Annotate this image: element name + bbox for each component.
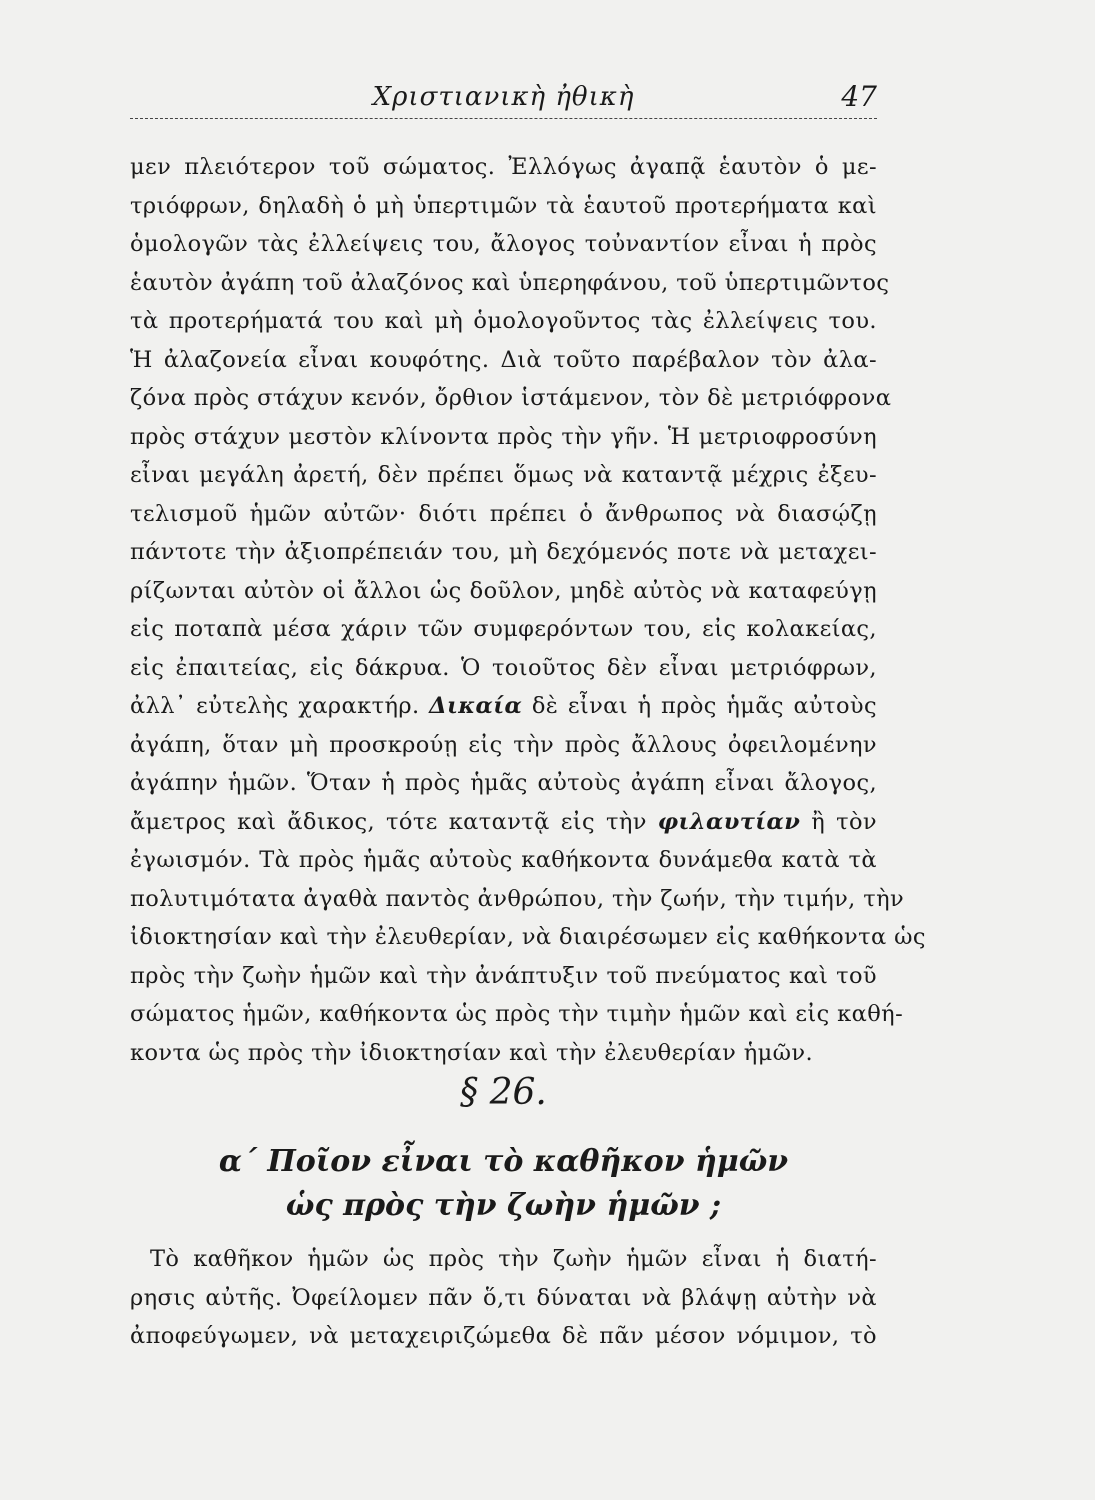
text-line: πρὸς στάχυν μεστὸν κλίνοντα πρὸς τὴν γῆν. Ἡ μετριοφροσύνη <box>130 423 877 450</box>
section-heading <box>130 1140 877 1228</box>
text-line: ἀγάπην ἡμῶν. Ὅταν ἡ πρὸς ἡμᾶς αὐτοὺς ἀγάπη εἶναι ἄλογος, <box>130 770 877 796</box>
text-line: εἰς ποταπὰ μέσα χάριν τῶν συμφερόντων του, εἰς κολακείας, <box>130 616 877 642</box>
text-line: τελισμοῦ ἡμῶν αὐτῶν· διότι πρέπει ὁ ἄνθρωπος νὰ διασῴζῃ <box>130 500 877 527</box>
text-line: σώματος ἡμῶν, καθήκοντα ὡς πρὸς τὴν τιμὴν ἡμῶν καὶ εἰς καθή- <box>130 1001 904 1027</box>
text-line-last: κοντα ὡς πρὸς τὴν ἰδιοκτησίαν καὶ τὴν ἐλευθερίαν ἡμῶν. <box>130 1039 813 1066</box>
text-run: ἢ τὸν <box>800 808 878 835</box>
text-line: πολυτιμότατα ἀγαθὰ παντὸς ἀνθρώπου, τὴν ζωήν, τὴν τιμήν, τὴν <box>130 885 905 912</box>
emphasis-dikaia: Δικαία <box>429 693 523 719</box>
text-line: ἰδιοκτησίαν καὶ τὴν ἐλευθερίαν, νὰ διαιρέσωμεν εἰς καθήκοντα ὡς <box>130 924 926 950</box>
paragraph-lower <box>130 1240 877 1356</box>
text-run: ἀλλ᾽ εὐτελὴς χαρακτήρ. <box>130 693 430 719</box>
heading-line: α΄ Ποῖον εἶναι τὸ καθῆκον ἡμῶν <box>218 1144 789 1179</box>
running-title: Χριστιανικὴ ἠθικὴ <box>372 82 635 112</box>
text-line: ἐγωισμόν. Τὰ πρὸς ἡμᾶς αὐτοὺς καθήκοντα δυνάμεθα κατὰ τὰ <box>130 847 877 873</box>
text-line: πάντοτε τὴν ἀξιοπρέπειάν του, μὴ δεχόμενός ποτε νὰ μεταχει- <box>130 539 877 565</box>
text-line: Τὸ καθῆκον ἡμῶν ὡς πρὸς τὴν ζωὴν ἡμῶν εἶναι ἡ διατή- <box>150 1246 877 1272</box>
text-line <box>130 803 877 842</box>
text-line: εἰς ἐπαιτείας, εἰς δάκρυα. Ὁ τοιοῦτος δὲν εἶναι μετριόφρων, <box>130 654 877 681</box>
heading-line: ὡς πρὸς τὴν ζωὴν ἡμῶν ; <box>285 1188 722 1223</box>
text-run: δὲ εἶναι ἡ πρὸς ἡμᾶς αὐτοὺς <box>522 693 877 719</box>
paragraph-upper <box>130 148 926 1072</box>
text-line: ρησις αὐτῆς. Ὀφείλομεν πᾶν ὅ,τι δύναται νὰ βλάψῃ αὐτὴν νὰ <box>130 1284 877 1311</box>
text-line: ἑαυτὸν ἀγάπη τοῦ ἀλαζόνος καὶ ὑπερηφάνου, τοῦ ὑπερτιμῶντος <box>130 269 890 296</box>
text-line: μεν πλειότερον τοῦ σώματος. Ἐλλόγως ἀγαπᾷ ἑαυτὸν ὁ με- <box>130 154 877 180</box>
text-run: ἄμετρος καὶ ἄδικος, τότε καταντᾷ εἰς τὴν <box>130 808 658 835</box>
text-line: ζόνα πρὸς στάχυν κενόν, ὄρθιον ἱστάμενον, τὸν δὲ μετριόφρονα <box>130 385 892 411</box>
text-line: ρίζωνται αὐτὸν οἱ ἄλλοι ὡς δοῦλον, μηδὲ αὐτὸς νὰ καταφεύγῃ <box>130 577 877 604</box>
text-line: τὰ προτερήματά του καὶ μὴ ὁμολογοῦντος τὰς ἐλλείψεις του. <box>130 308 877 334</box>
text-line: ἀποφεύγωμεν, νὰ μεταχειριζώμεθα δὲ πᾶν μέσον νόμιμον, τὸ <box>130 1323 877 1349</box>
text-line: ὁμολογῶν τὰς ἐλλείψεις του, ἄλογος τοὐναντίον εἶναι ἡ πρὸς <box>130 231 877 257</box>
running-header <box>130 78 877 119</box>
section-number: § 26. <box>460 1072 547 1113</box>
text-line: ἀγάπη, ὅταν μὴ προσκρούῃ εἰς τὴν πρὸς ἄλλους ὀφειλομένην <box>130 731 877 758</box>
text-line: Ἡ ἀλαζονεία εἶναι κουφότης. Διὰ τοῦτο παρέβαλον τὸν ἀλα- <box>130 346 877 373</box>
page-number: 47 <box>841 80 877 113</box>
text-line <box>130 687 877 726</box>
emphasis-filautia: φιλαυτίαν <box>657 808 801 835</box>
text-line: πρὸς τὴν ζωὴν ἡμῶν καὶ τὴν ἀνάπτυξιν τοῦ πνεύματος καὶ τοῦ <box>130 962 877 989</box>
text-line: εἶναι μεγάλη ἀρετή, δὲν πρέπει ὅμως νὰ καταντᾷ μέχρις ἐξευ- <box>130 462 877 488</box>
text-line: τριόφρων, δηλαδὴ ὁ μὴ ὑπερτιμῶν τὰ ἑαυτοῦ προτερήματα καὶ <box>130 192 877 219</box>
